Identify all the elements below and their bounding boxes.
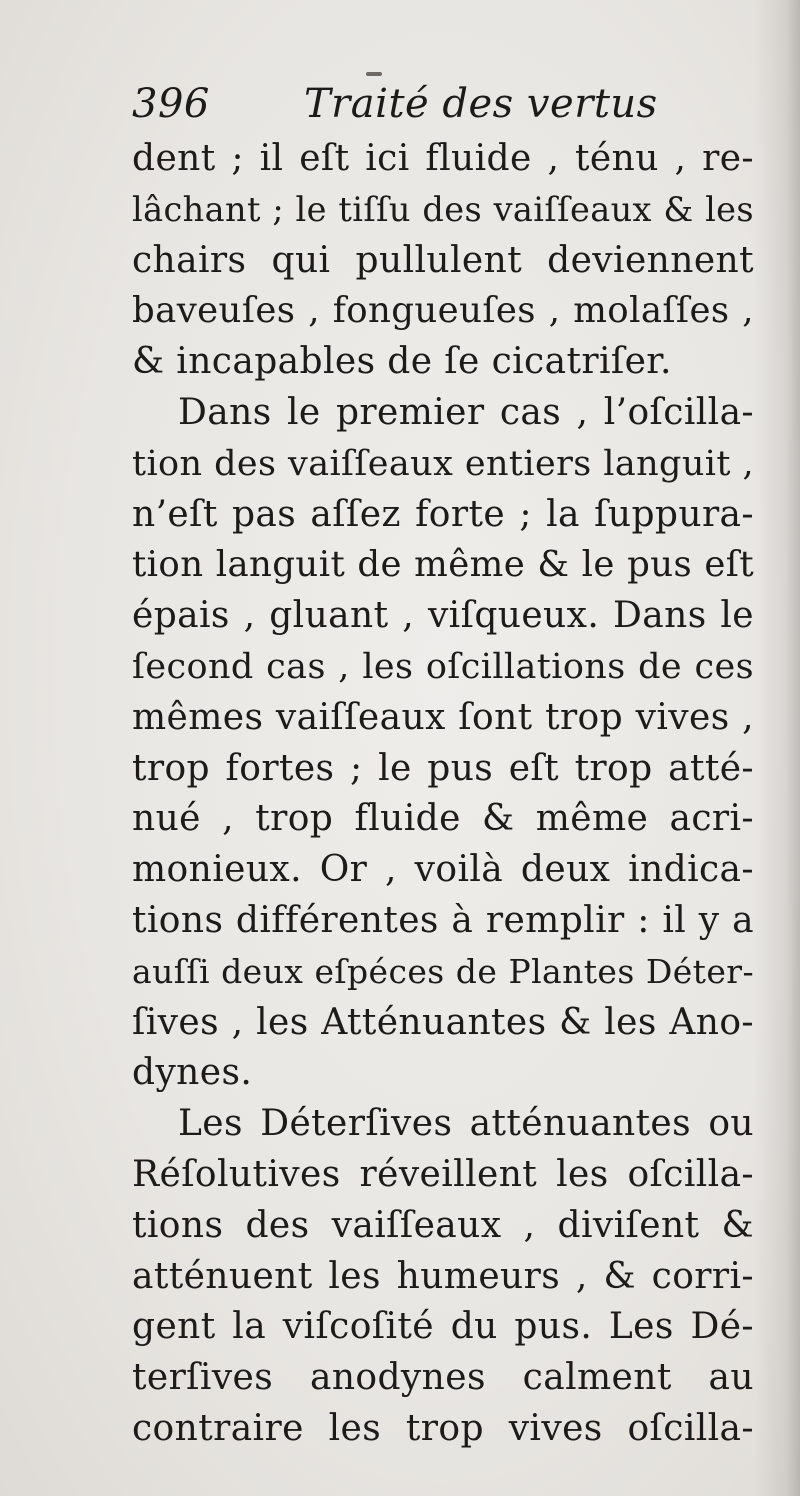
text-line: trop fortes ; le pus eſt trop atté- [132, 747, 754, 789]
ink-mark [366, 72, 382, 76]
page-number: 396 [132, 81, 210, 127]
running-head: Traité des vertus [304, 81, 658, 127]
text-line: dent ; il eſt ici fluide , ténu , re- [132, 138, 754, 179]
text-line: ſecond cas , les oſcillations de ces [132, 646, 754, 687]
text-line: baveuſes , fongueuſes , molaſſes , [132, 290, 754, 332]
text-line: lâchant ; le tiſſu des vaiſſeaux & les [132, 189, 754, 229]
page-header [132, 80, 732, 128]
binding-shadow [754, 0, 800, 1496]
text-line: Les Déterſives atténuantes ou [178, 1103, 754, 1145]
text-line: atténuent les humeurs , & corri- [132, 1255, 754, 1297]
text-line: terſives anodynes calment au [132, 1357, 754, 1399]
text-line: tions des vaiſſeaux , diviſent & [132, 1204, 754, 1246]
text-line: épais , gluant , viſqueux. Dans le [132, 595, 754, 637]
text-line: Dans le premier cas , l’oſcilla- [178, 391, 754, 433]
text-line: dynes. [132, 1052, 253, 1094]
text-line: mêmes vaiſſeaux ſont trop vives , [132, 696, 754, 738]
text-line: gent la viſcoſité du pus. Les Dé- [132, 1306, 754, 1348]
text-line: auſſi deux eſpéces de Plantes Déter- [132, 951, 754, 991]
text-line: contraire les trop vives oſcilla- [132, 1407, 754, 1449]
text-line: monieux. Or , voilà deux indica- [132, 849, 754, 891]
text-line: tions différentes à remplir : il y a [132, 899, 754, 941]
text-line: & incapables de ſe cicatriſer. [132, 341, 672, 383]
text-line: chairs qui pullulent deviennent [132, 239, 754, 281]
text-line: tion des vaiſſeaux entiers languit , [132, 443, 754, 484]
text-line: tion languit de même & le pus eſt [132, 544, 754, 586]
text-line: nué , trop fluide & même acri- [132, 798, 754, 840]
body-text [132, 134, 754, 1455]
text-line: ſives , les Atténuantes & les Ano- [132, 1001, 754, 1043]
text-line: n’eſt pas aſſez forte ; la ſuppura- [132, 493, 754, 535]
text-line: Réſolutives réveillent les oſcilla- [132, 1153, 754, 1195]
